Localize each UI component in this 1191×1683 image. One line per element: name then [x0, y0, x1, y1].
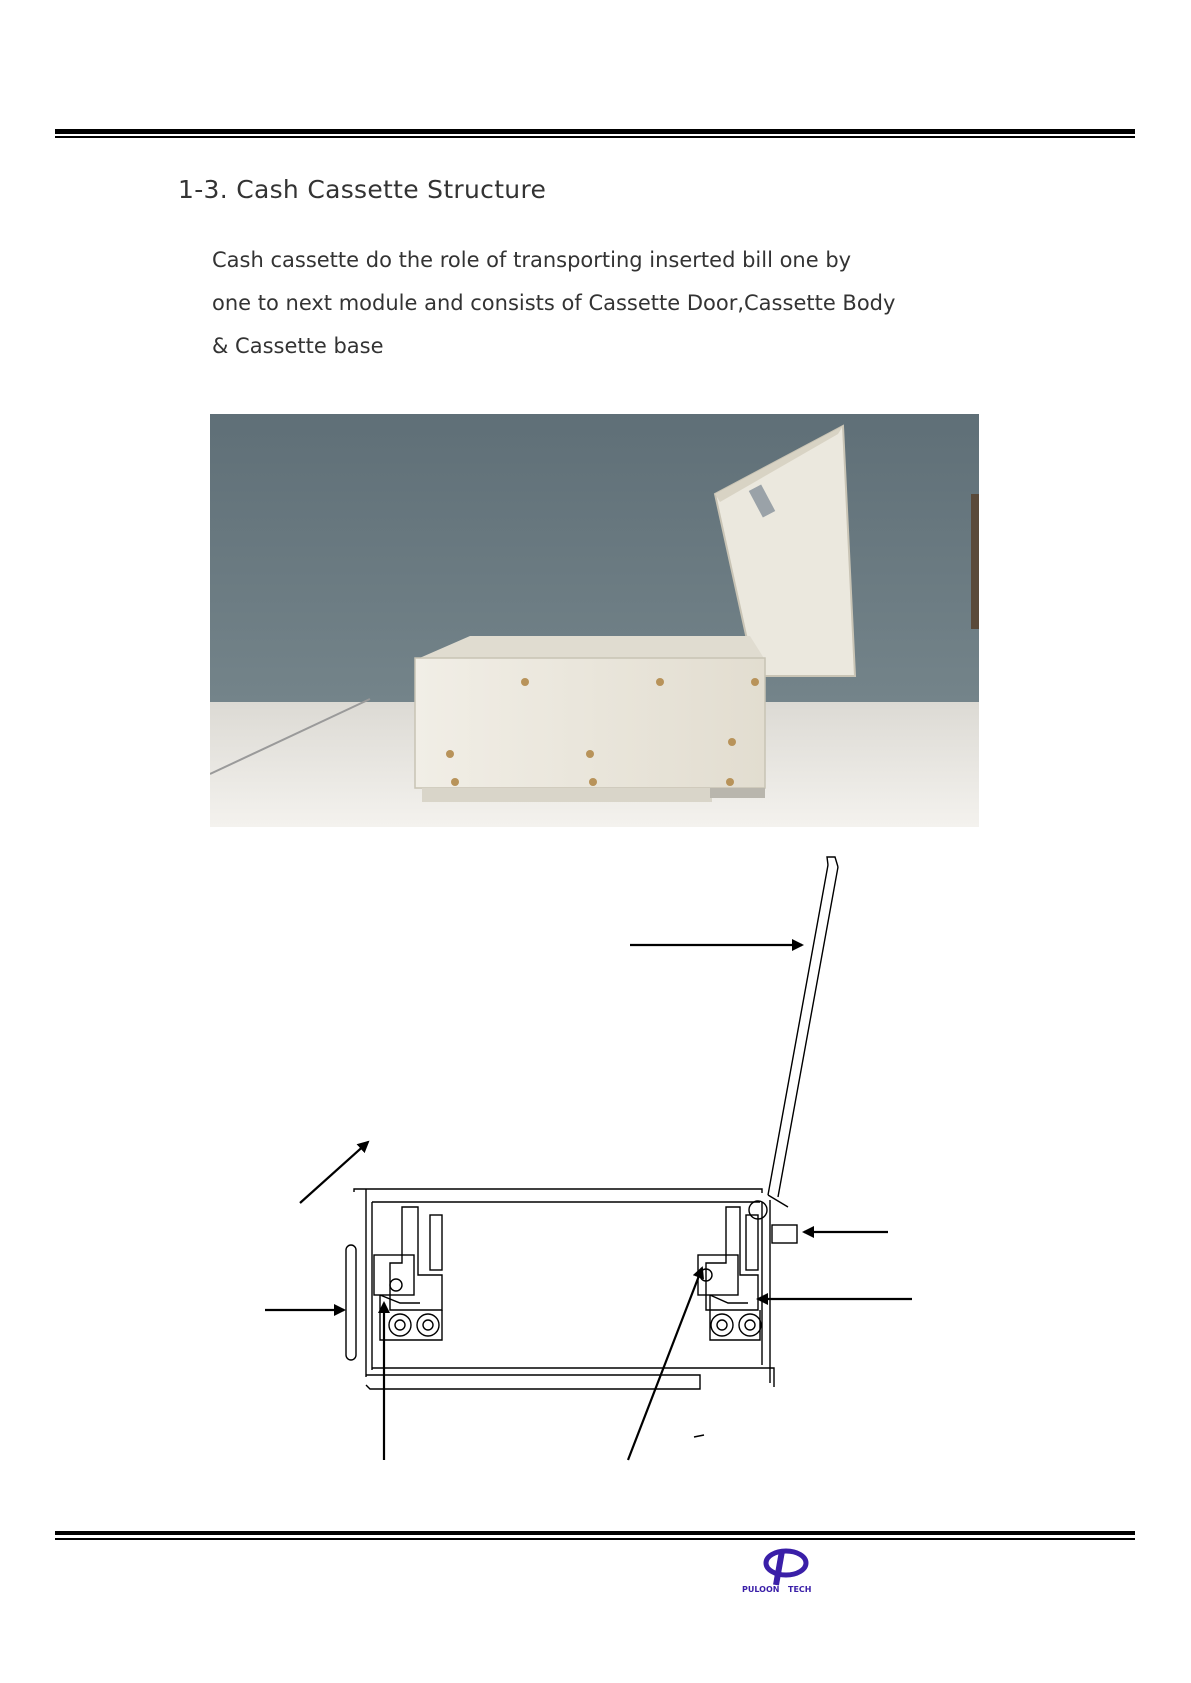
- stray-mark: [694, 1435, 704, 1437]
- right-mechanism: [698, 1207, 761, 1340]
- intro-line: Cash cassette do the role of transporting inserted bill one by: [212, 248, 852, 272]
- intro-line: one to next module and consists of Cassette Door,Cassette Body: [212, 291, 896, 315]
- photo-box-base: [422, 788, 712, 802]
- footer-rule-thin: [55, 1538, 1135, 1540]
- logo-ring: [766, 1551, 806, 1575]
- photo-box-foot: [710, 788, 765, 798]
- header-rule-thick: [55, 129, 1135, 134]
- intro-line: & Cassette base: [212, 334, 384, 358]
- section-heading: [178, 175, 546, 204]
- cassette-photo: [210, 414, 979, 827]
- cassette-diagram: [0, 855, 1191, 1485]
- header-rule-thin: [55, 136, 1135, 138]
- logo-stem: [776, 1551, 782, 1585]
- intro-paragraph: [212, 246, 1112, 375]
- arrow-body: [300, 1142, 368, 1203]
- door-outline: [749, 857, 838, 1219]
- section-number: 1-3.: [178, 175, 228, 204]
- arrow-right-lock: [628, 1268, 702, 1460]
- photo-box-body: [415, 658, 765, 788]
- logo-brand-right: TECH: [788, 1585, 812, 1594]
- footer-rule-thick: [55, 1531, 1135, 1535]
- logo-brand-left: PULOON: [742, 1585, 780, 1594]
- photo-dark-edge: [971, 494, 979, 629]
- section-title: Cash Cassette Structure: [236, 175, 547, 204]
- puloon-tech-logo: [742, 1547, 822, 1595]
- photo-box-rim: [415, 636, 765, 660]
